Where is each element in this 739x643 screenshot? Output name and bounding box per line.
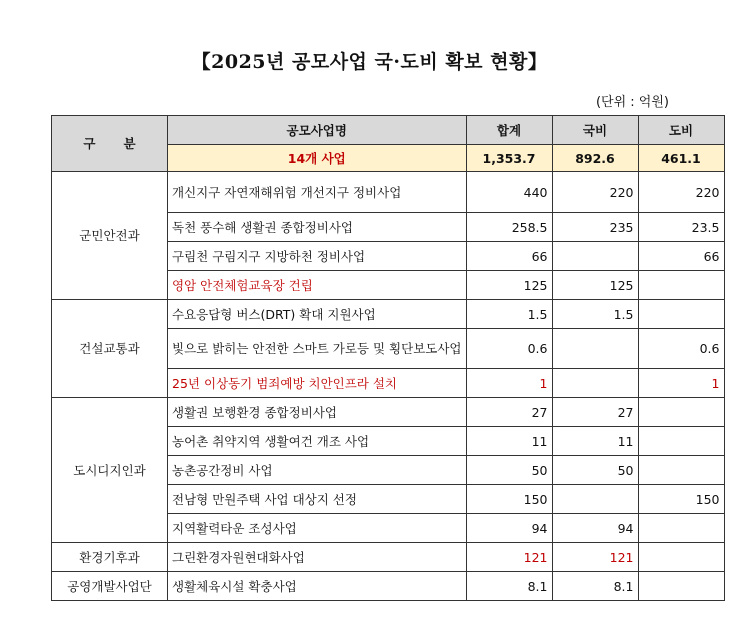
- provincial-value: 23.5: [638, 213, 724, 242]
- table-row: [52, 572, 725, 601]
- total-value: 258.5: [466, 213, 552, 242]
- total-value: 66: [466, 242, 552, 271]
- provincial-value: 0.6: [638, 329, 724, 369]
- unit-label: (단위 : 억원): [595, 95, 669, 110]
- national-value: 11: [552, 427, 638, 456]
- provincial-value: 1: [638, 369, 724, 398]
- project-name: 생활체육시설 확충사업: [168, 572, 467, 601]
- table-row: [52, 172, 725, 213]
- total-value: 150: [466, 485, 552, 514]
- total-value: 440: [466, 172, 552, 213]
- total-value: 0.6: [466, 329, 552, 369]
- project-name: 빛으로 밝히는 안전한 스마트 가로등 및 횡단보도사업: [168, 329, 467, 369]
- national-value: [552, 369, 638, 398]
- provincial-value: 220: [638, 172, 724, 213]
- national-value: 27: [552, 398, 638, 427]
- project-name: 개신지구 자연재해위험 개선지구 정비사업: [168, 172, 467, 213]
- provincial-value: [638, 572, 724, 601]
- header-national: 국비: [552, 116, 638, 145]
- department-cell: 군민안전과: [52, 172, 168, 300]
- total-value: 94: [466, 514, 552, 543]
- header-row: [52, 116, 725, 145]
- page-title: 【2025년 공모사업 국·도비 확보 현황】: [191, 51, 548, 73]
- project-name: 농촌공간정비 사업: [168, 456, 467, 485]
- total-value: 11: [466, 427, 552, 456]
- department-cell: 도시디지인과: [52, 398, 168, 543]
- national-value: [552, 329, 638, 369]
- project-name: 생활권 보행환경 종합정비사업: [168, 398, 467, 427]
- table-row: [52, 543, 725, 572]
- table-row: [52, 398, 725, 427]
- provincial-value: 66: [638, 242, 724, 271]
- department-cell: 건설교통과: [52, 300, 168, 398]
- total-value: 27: [466, 398, 552, 427]
- header-provincial: 도비: [638, 116, 724, 145]
- total-value: 8.1: [466, 572, 552, 601]
- national-value: [552, 485, 638, 514]
- project-name: 구림천 구림지구 지방하천 정비사업: [168, 242, 467, 271]
- funding-table: [51, 115, 725, 601]
- provincial-value: [638, 543, 724, 572]
- project-name: 농어촌 취약지역 생활여건 개조 사업: [168, 427, 467, 456]
- department-cell: 공영개발사업단: [52, 572, 168, 601]
- total-value: 125: [466, 271, 552, 300]
- national-value: 121: [552, 543, 638, 572]
- national-value: 8.1: [552, 572, 638, 601]
- project-name: 지역활력타운 조성사업: [168, 514, 467, 543]
- project-name: 전남형 만원주택 사업 대상지 선정: [168, 485, 467, 514]
- provincial-value: [638, 300, 724, 329]
- national-value: 125: [552, 271, 638, 300]
- provincial-value: [638, 456, 724, 485]
- provincial-value: [638, 427, 724, 456]
- project-name: 수요응답형 버스(DRT) 확대 지원사업: [168, 300, 467, 329]
- project-name: 25년 이상동기 범죄예방 치안인프라 설치: [168, 369, 467, 398]
- summary-national: 892.6: [552, 145, 638, 172]
- project-name: 독천 풍수해 생활권 종합정비사업: [168, 213, 467, 242]
- department-cell: 환경기후과: [52, 543, 168, 572]
- provincial-value: 150: [638, 485, 724, 514]
- national-value: [552, 242, 638, 271]
- summary-provincial: 461.1: [638, 145, 724, 172]
- total-value: 50: [466, 456, 552, 485]
- project-name: 영암 안전체험교육장 건립: [168, 271, 467, 300]
- national-value: 220: [552, 172, 638, 213]
- total-value: 1: [466, 369, 552, 398]
- national-value: 50: [552, 456, 638, 485]
- project-name: 그린환경자원현대화사업: [168, 543, 467, 572]
- provincial-value: [638, 514, 724, 543]
- national-value: 235: [552, 213, 638, 242]
- table-row: [52, 300, 725, 329]
- summary-total: 1,353.7: [466, 145, 552, 172]
- total-value: 1.5: [466, 300, 552, 329]
- provincial-value: [638, 398, 724, 427]
- header-total: 합계: [466, 116, 552, 145]
- total-value: 121: [466, 543, 552, 572]
- national-value: 1.5: [552, 300, 638, 329]
- summary-label: 14개 사업: [168, 145, 467, 172]
- header-project: 공모사업명: [168, 116, 467, 145]
- provincial-value: [638, 271, 724, 300]
- header-gubun: 구 분: [52, 116, 168, 172]
- national-value: 94: [552, 514, 638, 543]
